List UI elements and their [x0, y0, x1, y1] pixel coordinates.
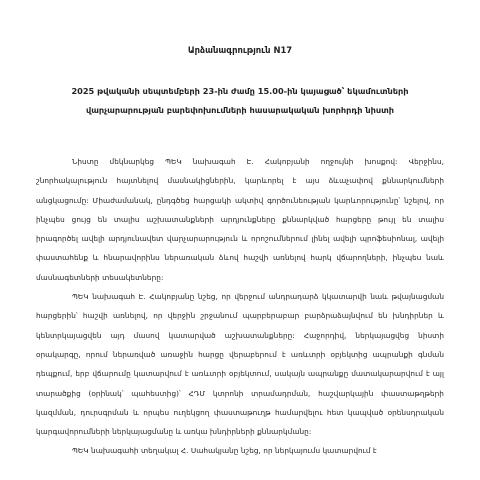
body-paragraph-1: Նիստը մեկնարկեց ՊԵԿ նախագահ Է. Հակոբյանի ողջույնի խոսքով: Վերջինս, շնորհակալություն հայտնելով մասնակիցներին, կարևորել է այս ձևաչափով քննարկումների անցկացումը: Միաժամանակ, ընդգծեց հարցակի ակտիվ գործունեության կարևորությունը՝ նշելով, որ ինչպես ցույց են տալիս աշխատանքների արդյունքները քննարկված հարցերը թույլ են տալիս իրագործել ավելի արդյունավետ վարչարարություն և որոշումներում լինել ավելի պրոֆեսիոնալ, ավելի փաստահենք և հնարավորինս ներառական ձևով հաշվի առնելով հարկ վճարողների, ինչպես նաև մասնագետների տեսակետները:: [36, 157, 444, 282]
meeting-title: 2025 թվականի սեպտեմբերի 23-ին ժամը 15.00-ին կայացած՝ եկամուտների վարչարարության բարեփոխումների հասարակական խորհրդի նիստի: [71, 86, 409, 115]
body-paragraph-3: ՊԵԿ նախագահի տեղակալ Հ. Սահակյանը նշեց, որ ներկայումս կատարվում է: [72, 446, 377, 456]
document-title: Արձանագրություն N17: [187, 45, 293, 55]
body-paragraph-2: ՊԵԿ նախագահ Է. Հակոբյանը նշեց, որ վերջում անդրադարձ կկատարվի նաև թվայնացման հարցերին՝ հաշվի առնելով, որ վերջին շրջանում պարբերաբար բարձրաձայնվում են խնդիրներ և կենտրկայացվեն այդ մասով կատարված աշխատանքները: Հաջորդիվ, ներկայացվեց նիստի օրակարգը, որում ներառված առաջին հարցը վերաբերում է առևտրի օբյեկտից ապրանքի գնման դեպքում, երբ վճարումը կատարվում է առևտրի օբյեկտում, սակայն ապրանքը մատակարարվում է այլ տարածքից (օրինակ՝ պահեստից)՝ ՀԴՄ կտրոնի տրամադրման, հաշվարկային փաստաթղթերի կազմման, դուրսգրման և որպես ուղեկցող փաստաթուղթ համարվելու հետ կապված օրենսդրական կարգավորումների ներկայացմանը և առկա խնդիրների քննարկմանը:: [36, 292, 444, 437]
